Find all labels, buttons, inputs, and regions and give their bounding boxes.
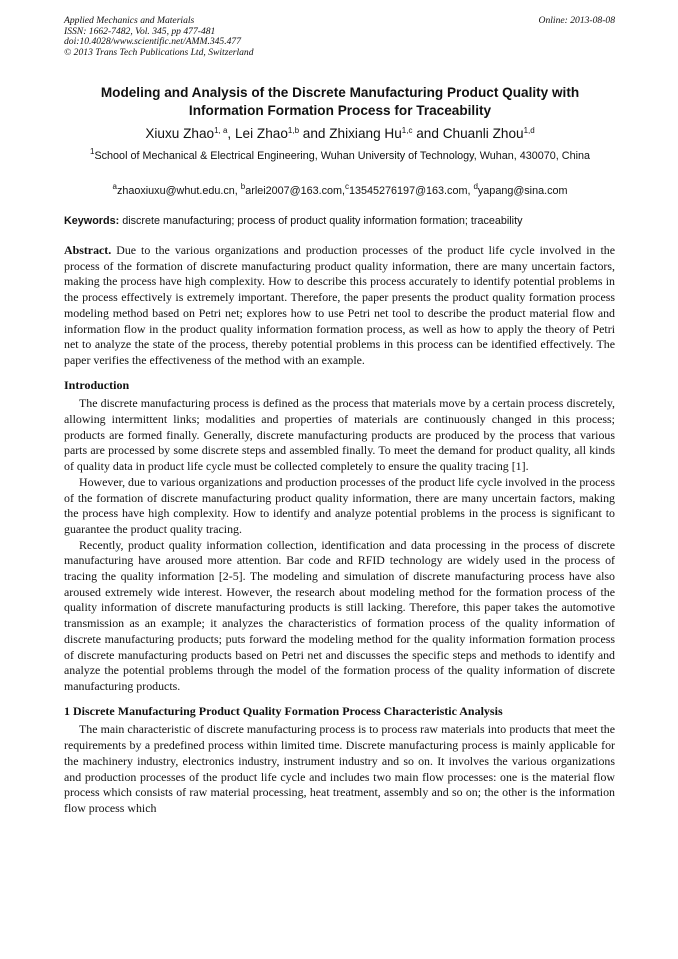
email-sep: ,: [234, 185, 241, 197]
author-emails: [62, 184, 618, 199]
email-address[interactable]: zhaoxiuxu@whut.edu.cn: [116, 185, 235, 197]
email-sep: ,: [467, 185, 474, 197]
affiliation: [62, 149, 618, 165]
online-date: Online: 2013-08-08: [538, 15, 615, 26]
title-line-2: Information Formation Process for Traceability: [188, 103, 492, 118]
email-sup: d: [473, 182, 478, 191]
author-name: Lei Zhao: [234, 126, 288, 141]
abstract-text: Due to the various organizations and production processes of the product life cycle involved in the process of the formation of discrete manufacturing product quality information, there are many uncertain factors, making the process have high complexity. How to describe this process accurately to identify potential problems in the process effectively is extremely important. Therefore, the paper presents the product quality formation process modeling method based on Petri net; explores how to use Petri net tool to describe the product material flow and information flow in the product quality information formation process, as well as how to apply the theory of Petri net to analyze the state of the process, thereby potential problems in this process can be identified effectively. The paper verifies the effectiveness of the method with an example.: [64, 243, 615, 367]
affiliation-sup: 1: [90, 147, 95, 156]
title-line-1: Modeling and Analysis of the Discrete Manufacturing Product Quality with: [100, 85, 580, 100]
author-sep: ,: [227, 126, 235, 141]
email-sup: c: [345, 182, 350, 191]
affiliation-text: School of Mechanical & Electrical Engineering, Wuhan University of Technology, Wuhan, 430070, China: [94, 150, 590, 162]
email-sep: ,: [342, 185, 346, 197]
abstract: [64, 243, 615, 369]
email-address[interactable]: yapang@sina.com: [477, 185, 568, 197]
section-1-paragraph: The main characteristic of discrete manufacturing process is to process raw materials into products that meet the requirements by a predefined process within limited time. Discrete manufacturing process is mainly applicable for the machinery industry, electronics industry, instrument industry and so on. It involves the various organizations and production processes of the product life cycle and includes two main flow processes: one is the material flow process which consists of raw material processing, heat treatment, assembly and so on; the other is the information flow process which: [64, 722, 615, 815]
intro-paragraph: However, due to various organizations and production processes of the product life cycle involved in the process of the formation of discrete manufacturing product quality information, there are many uncertain factors, making the process have high complexity. How to identify and analyze potential problems in the process is significant to guarantee the product quality tracing.: [64, 474, 615, 536]
journal-copyright: © 2013 Trans Tech Publications Ltd, Switzerland: [64, 46, 254, 58]
email-address[interactable]: arlei2007@163.com: [245, 185, 343, 197]
journal-issn: ISSN: 1662-7482, Vol. 345, pp 477-481: [64, 25, 216, 37]
email-sup: a: [112, 182, 117, 191]
abstract-label: Abstract.: [64, 243, 112, 257]
paper-body: [64, 243, 615, 817]
author-name: Zhixiang Hu: [329, 126, 402, 141]
journal-header: [64, 16, 615, 58]
keywords: [64, 214, 615, 229]
intro-paragraph: The discrete manufacturing process is defined as the process that materials move by a certain process discretely, allowing intermittent links; modalities and properties of materials are continuously changed in this process; products are formed finally. Generally, discrete manufacturing products are produced by the process that various parts are processed by some discrete steps and assembled finally. To meet the demand for product quality, all kinds of quality data in product life cycle must be collected completely to ensure the quality tracing [1].: [64, 396, 615, 474]
author-sup: 1,d: [523, 126, 535, 135]
introduction-heading: Introduction: [64, 377, 130, 392]
keywords-text: discrete manufacturing; process of product quality information formation; traceability: [122, 215, 523, 227]
author-name: Chuanli Zhou: [442, 126, 524, 141]
keywords-label: Keywords:: [64, 215, 120, 227]
author-sup: 1, a: [214, 126, 228, 135]
author-sup: 1,b: [287, 126, 300, 135]
author-sep: and: [299, 126, 330, 141]
journal-doi: doi:10.4028/www.scientific.net/AMM.345.477: [64, 36, 242, 48]
author-sep: and: [412, 126, 443, 141]
intro-paragraph: Recently, product quality information collection, identification and data processing in the process of discrete manufacturing have aroused more attention. Bar code and RFID technology are widely used in the process of tracing the quality information [2-5]. The modeling and simulation of discrete manufacturing process have also aroused extremely wide interest. However, the research about modeling method for the formation process of the quality information of discrete manufacturing products is still lacking. Therefore, this paper takes the automotive transmission as an example; it analyzes the characteristics of formation process of the quality information of discrete manufacturing products; puts forward the modeling method for the quality information formation process of discrete manufacturing products based on Petri net and discusses the specific steps and methods to identify and analyze the potential problems through the model of the formation process of the quality information of discrete manufacturing products.: [64, 537, 615, 693]
author-sup: 1,c: [401, 126, 413, 135]
author-list: [60, 125, 620, 143]
section-1-heading: 1 Discrete Manufacturing Product Quality Formation Process Characteristic Analysis: [64, 703, 503, 718]
paper-title: [60, 84, 620, 120]
journal-name: Applied Mechanics and Materials: [64, 15, 195, 26]
author-name: Xiuxu Zhao: [145, 126, 215, 141]
email-address[interactable]: 13545276197@163.com: [349, 185, 468, 197]
email-sup: b: [240, 182, 246, 191]
